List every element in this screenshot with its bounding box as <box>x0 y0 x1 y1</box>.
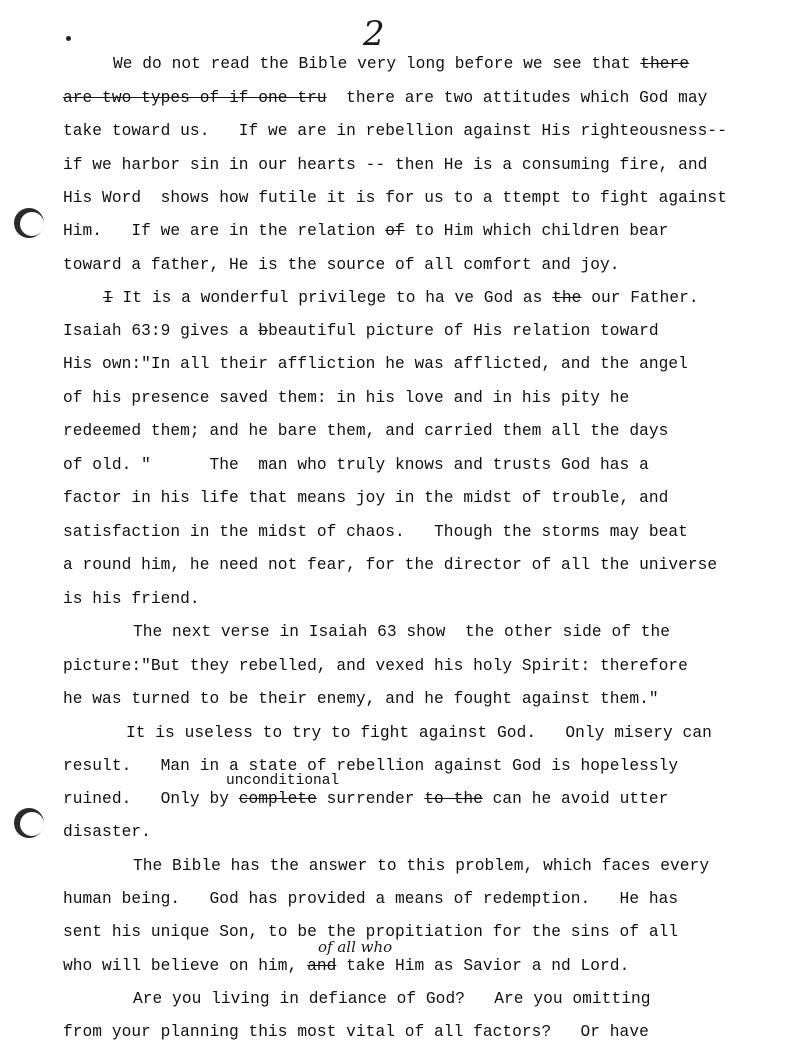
text-line <box>63 689 659 709</box>
text-line <box>63 88 707 108</box>
struck-text: b <box>258 322 269 340</box>
text-segment: of old. " The man who truly knows and trusts God has a <box>63 456 649 474</box>
text-line <box>63 488 668 508</box>
text-segment: who will believe on him, <box>63 957 308 975</box>
text-line <box>63 354 688 374</box>
typed-insertion: unconditional <box>226 773 340 789</box>
struck-text: complete <box>238 790 317 808</box>
text-line <box>63 656 688 676</box>
text-line <box>63 589 200 609</box>
text-line <box>63 555 717 575</box>
text-segment: Are you living in defiance of God? Are you omitting <box>133 990 651 1008</box>
text-line <box>63 822 151 842</box>
text-segment: It is a wonderful privilege to ha ve God as <box>112 289 553 307</box>
handwritten-insertion: of all who <box>318 938 393 956</box>
ink-dot <box>66 36 71 41</box>
text-segment: result. Man in a state of rebellion against God is hopelessly <box>63 757 679 775</box>
struck-text: the <box>552 289 582 307</box>
text-segment: there are two attitudes which God may <box>326 89 708 107</box>
text-segment: His own:"In all their affliction he was afflicted, and the angel <box>63 355 688 373</box>
struck-text: I <box>103 289 113 307</box>
text-segment: surrender <box>316 790 425 808</box>
text-line <box>113 54 689 74</box>
text-segment: disaster. <box>63 823 151 841</box>
punch-hole-bottom <box>14 808 44 838</box>
text-segment: is his friend. <box>63 590 200 608</box>
text-segment: if we harbor sin in our hearts -- then He is a consuming fire, and <box>63 156 708 174</box>
page-number: 2 <box>363 14 385 54</box>
text-segment: Isaiah 63:9 gives a <box>63 322 259 340</box>
text-line <box>103 288 699 308</box>
text-line <box>63 1022 649 1042</box>
text-segment: It is useless to try to fight against God. Only misery can <box>126 724 712 742</box>
text-segment: ruined. Only by <box>63 790 239 808</box>
text-segment: take Him as Savior a nd Lord. <box>336 957 630 975</box>
text-segment: he was turned to be their enemy, and he fought against them." <box>63 690 659 708</box>
text-line <box>63 121 727 141</box>
text-line <box>63 321 659 341</box>
text-line <box>63 455 649 475</box>
text-line <box>133 856 709 876</box>
text-segment: a round him, he need not fear, for the director of all the universe <box>63 556 718 574</box>
text-segment: toward a father, He is the source of all comfort and joy. <box>63 256 620 274</box>
text-segment: satisfaction in the midst of chaos. Though the storms may beat <box>63 523 688 541</box>
text-segment: The Bible has the answer to this problem, which faces every <box>133 857 710 875</box>
text-line <box>133 989 651 1009</box>
text-segment: human being. God has provided a means of redemption. He has <box>63 890 679 908</box>
text-segment: from your planning this most vital of all factors? Or have <box>63 1023 649 1041</box>
struck-text: of <box>385 222 405 240</box>
text-line <box>126 723 712 743</box>
text-segment: can he avoid utter <box>482 790 669 808</box>
text-line <box>63 956 629 976</box>
text-segment: factor in his life that means joy in the midst of trouble, and <box>63 489 669 507</box>
text-segment: sent his unique Son, to be the propitiation for the sins of all <box>63 923 679 941</box>
text-line <box>63 155 707 175</box>
struck-text: there <box>640 55 690 73</box>
text-line <box>63 188 727 208</box>
text-segment: redeemed them; and he bare them, and carried them all the days <box>63 422 669 440</box>
text-segment: Him. If we are in the relation <box>63 222 386 240</box>
punch-hole-top <box>14 208 44 238</box>
struck-text: to the <box>424 790 483 808</box>
text-segment: take toward us. If we are in rebellion against His righteousness-- <box>63 122 727 140</box>
struck-text: are two types of if one tru <box>63 89 327 107</box>
text-segment: The next verse in Isaiah 63 show the other side of the <box>133 623 671 641</box>
text-line <box>133 622 670 642</box>
text-segment: We do not read the Bible very long before we see that <box>113 55 641 73</box>
text-line <box>63 522 688 542</box>
struck-text: and <box>307 957 337 975</box>
text-line <box>63 756 678 776</box>
text-segment: our Father. <box>581 289 699 307</box>
text-line <box>63 889 678 909</box>
text-line <box>63 388 629 408</box>
text-segment: to Him which children bear <box>404 222 669 240</box>
text-segment: of his presence saved them: in his love and in his pity he <box>63 389 630 407</box>
text-segment: His Word shows how futile it is for us to a ttempt to fight against <box>63 189 727 207</box>
text-line <box>63 221 668 241</box>
text-line <box>63 421 668 441</box>
text-line <box>63 789 668 809</box>
text-line <box>63 255 620 275</box>
text-segment: beautiful picture of His relation toward <box>268 322 659 340</box>
text-segment: picture:"But they rebelled, and vexed his holy Spirit: therefore <box>63 657 688 675</box>
